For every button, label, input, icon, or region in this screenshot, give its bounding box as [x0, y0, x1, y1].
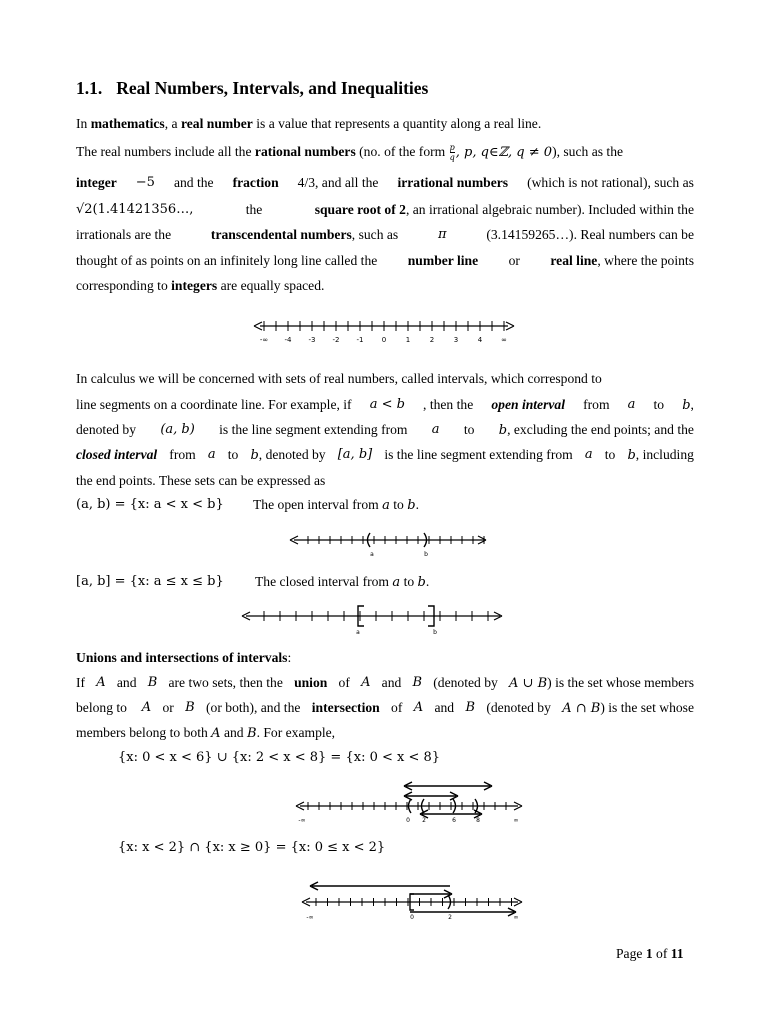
calc-line-2: [76, 395, 694, 415]
math-inline: √2(1.41421356…,: [76, 202, 194, 217]
tick-label: -2: [332, 336, 340, 344]
calc-line-1: [76, 369, 694, 389]
bold-italic-term: closed interval: [76, 447, 158, 462]
bold-heading: Unions and intersections of intervals: [76, 650, 288, 665]
text: corresponding to: [76, 278, 172, 293]
text: are equally spaced.: [217, 278, 325, 293]
math-inline: a < b: [369, 397, 405, 412]
label-a: a: [370, 551, 374, 558]
text: from: [583, 397, 610, 412]
text: is a value that represents a quantity along a real line.: [252, 116, 542, 131]
math-inline: , p, q∈ℤ, q ≠ 0: [455, 145, 553, 160]
text: , a: [164, 116, 181, 131]
math-inline: A: [141, 700, 152, 715]
math-inline: A ∪ B: [509, 676, 548, 691]
bold-term: mathematics: [90, 116, 165, 131]
math-inline: b: [417, 575, 426, 590]
text: :: [287, 650, 292, 665]
math-inline: π: [438, 227, 447, 242]
text: to: [389, 497, 408, 512]
math-inline: A: [96, 675, 106, 690]
tick-label: -3: [308, 336, 316, 344]
bold-term: intersection: [311, 700, 380, 715]
tick-label: -∞: [306, 914, 314, 921]
page-footer: [616, 946, 684, 962]
tick-label: -∞: [259, 336, 269, 344]
text: of: [338, 675, 350, 690]
text: and: [381, 675, 402, 690]
text: , such as: [351, 227, 399, 242]
text: ), such as the: [552, 144, 624, 159]
text: is the line segment extending from: [384, 447, 573, 462]
text: .: [425, 574, 430, 589]
intro-line-2: [76, 142, 623, 162]
math-inline: b: [627, 448, 636, 463]
label-a: a: [356, 629, 360, 636]
text: (denoted by: [433, 675, 498, 690]
label-b: b: [424, 551, 428, 558]
math-inline: (a, b): [160, 422, 195, 437]
tick-label: 8: [476, 817, 480, 824]
math-inline: A: [361, 675, 371, 690]
tick-label: 0: [406, 817, 410, 824]
math-inline: B: [412, 675, 423, 690]
intro-line-6: [76, 251, 694, 271]
unions-heading: [76, 648, 291, 668]
label-b: b: [433, 629, 437, 636]
math-inline: B: [247, 726, 257, 741]
text: to: [653, 397, 665, 412]
bold-term: irrational numbers: [397, 175, 509, 190]
text: (which is not rational), such as: [527, 175, 694, 190]
union-number-line: [294, 780, 524, 826]
bold-term: real line: [550, 253, 598, 268]
text: of: [652, 946, 671, 961]
math-inline: B: [147, 675, 158, 690]
text: are two sets, then the: [168, 675, 283, 690]
bold-term: transcendental numbers: [210, 227, 352, 242]
text: (3.14159265…). Real numbers can be: [486, 227, 694, 242]
text: If: [76, 675, 86, 690]
text: ) is the set whose: [600, 700, 694, 715]
math-inline: A: [413, 700, 424, 715]
text: the end points. These sets can be expressed as: [76, 473, 326, 488]
tick-label: 2: [422, 817, 426, 824]
text: In calculus we will be concerned with sets of real numbers, called intervals, which correspond to: [76, 371, 602, 386]
open-interval-number-line: [288, 530, 490, 560]
text: (or both), and the: [206, 700, 301, 715]
unions-line-1: [76, 673, 694, 693]
bold-term: square root of 2: [314, 202, 406, 217]
text: , including: [635, 447, 694, 462]
text: to: [604, 447, 616, 462]
math-inline: b: [498, 423, 508, 438]
closed-interval-number-line: [240, 602, 506, 638]
math-inline: a: [584, 447, 593, 462]
text: The real numbers include all the: [76, 144, 255, 159]
text: .: [415, 497, 419, 512]
tick-label: 4: [477, 336, 483, 344]
math-inline: b: [250, 448, 259, 463]
unions-line-2: [76, 698, 694, 718]
tick-label: ∞: [513, 817, 519, 824]
text: . For example,: [256, 725, 336, 740]
text: Page: [616, 946, 646, 961]
math-inline: [a, b]: [337, 447, 373, 462]
text: ,: [690, 397, 694, 412]
math-inline: a: [431, 422, 440, 437]
intro-line-1: [76, 114, 541, 134]
closed-interval-equation: [a, b] = {x: a ≤ x ≤ b}: [76, 574, 224, 589]
math-inline: b: [682, 398, 691, 413]
text: (no. of the form: [355, 144, 449, 159]
intro-line-5: [76, 225, 694, 245]
bold-term: union: [294, 675, 328, 690]
bold-term: rational numbers: [254, 144, 356, 159]
tick-label: 6: [452, 817, 456, 824]
fraction-p-over-q: [450, 143, 455, 162]
tick-label: ∞: [501, 336, 507, 344]
section-heading: [76, 78, 428, 99]
number-line-integers: [250, 316, 520, 348]
text: In: [76, 116, 91, 131]
text: The closed interval from: [255, 574, 393, 589]
section-number: 1.1.: [76, 78, 103, 98]
text: and the: [173, 175, 214, 190]
text: from: [169, 447, 196, 462]
math-inline: a: [207, 447, 216, 462]
intro-line-7: [76, 276, 324, 296]
page-number: 1: [645, 946, 653, 961]
bold-italic-term: open interval: [491, 397, 565, 412]
text: to: [400, 574, 418, 589]
calc-line-3: [76, 420, 694, 440]
tick-label: 0: [381, 336, 387, 344]
page-total: 11: [670, 946, 684, 961]
intro-line-4: [76, 200, 694, 220]
text: and: [220, 725, 247, 740]
tick-label: 2: [429, 336, 435, 344]
text: , denoted by: [258, 447, 326, 462]
text: (denoted by: [486, 700, 551, 715]
bold-term: integers: [171, 278, 218, 293]
math-inline: b: [407, 498, 416, 513]
open-interval-equation: (a, b) = {x: a < x < b}: [76, 497, 224, 512]
math-inline: a: [382, 498, 390, 513]
text: The open interval from: [253, 497, 383, 512]
tick-label: 0: [410, 914, 414, 921]
unions-line-3: [76, 723, 335, 743]
tick-label: -∞: [298, 817, 306, 824]
intersection-number-line: [300, 878, 526, 920]
text: and: [116, 675, 137, 690]
math-inline: B: [465, 700, 475, 715]
math-inline: a: [627, 397, 636, 412]
text: is the line segment extending from: [219, 422, 408, 437]
calc-line-5: [76, 471, 325, 491]
text: , where the points: [597, 253, 694, 268]
text: , then the: [423, 397, 474, 412]
tick-label: -4: [284, 336, 292, 344]
math-inline: A ∩ B: [562, 701, 601, 716]
text: , an irrational algebraic number). Included within the: [405, 202, 694, 217]
tick-label: 3: [453, 336, 459, 344]
math-inline: a: [392, 575, 401, 590]
bold-term: fraction: [232, 175, 279, 190]
bold-term: real number: [180, 116, 253, 131]
text: 4/3, and all the: [297, 175, 379, 190]
tick-label: -1: [356, 336, 364, 344]
open-interval-description: [253, 497, 419, 513]
text: line segments on a coordinate line. For example, if: [76, 397, 352, 412]
text: denoted by: [76, 422, 137, 437]
intersection-equation: {x: x < 2} ∩ {x: x ≥ 0} = {x: 0 ≤ x < 2}: [118, 840, 386, 855]
math-inline: B: [185, 700, 195, 715]
text: thought of as points on an infinitely long line called the: [76, 253, 378, 268]
bold-term: number line: [407, 253, 479, 268]
tick-label: 1: [405, 336, 411, 344]
denominator: q: [449, 153, 455, 163]
text: and: [434, 700, 455, 715]
text: to: [227, 447, 239, 462]
text: ) is the set whose members: [547, 675, 694, 690]
text: , excluding the end points; and the: [507, 422, 694, 437]
math-inline: −5: [135, 175, 155, 190]
numerator: p: [449, 143, 455, 153]
text: of: [391, 700, 403, 715]
closed-interval-description: [255, 574, 429, 590]
text: belong to: [76, 700, 131, 715]
intro-line-3: [76, 173, 694, 193]
text: members belong to both: [76, 725, 212, 740]
text: or: [508, 253, 520, 268]
tick-label: 2: [448, 914, 452, 921]
section-title: Real Numbers, Intervals, and Inequalities: [116, 78, 429, 98]
calc-line-4: [76, 445, 694, 465]
union-equation: {x: 0 < x < 6} ∪ {x: 2 < x < 8} = {x: 0 < x < 8}: [118, 750, 441, 765]
text: or: [162, 700, 174, 715]
bold-term: integer: [76, 175, 117, 190]
tick-label: ∞: [513, 914, 519, 921]
text: irrationals are the: [76, 227, 172, 242]
text: the: [245, 202, 263, 217]
math-inline: A: [211, 726, 221, 741]
text: to: [463, 422, 475, 437]
